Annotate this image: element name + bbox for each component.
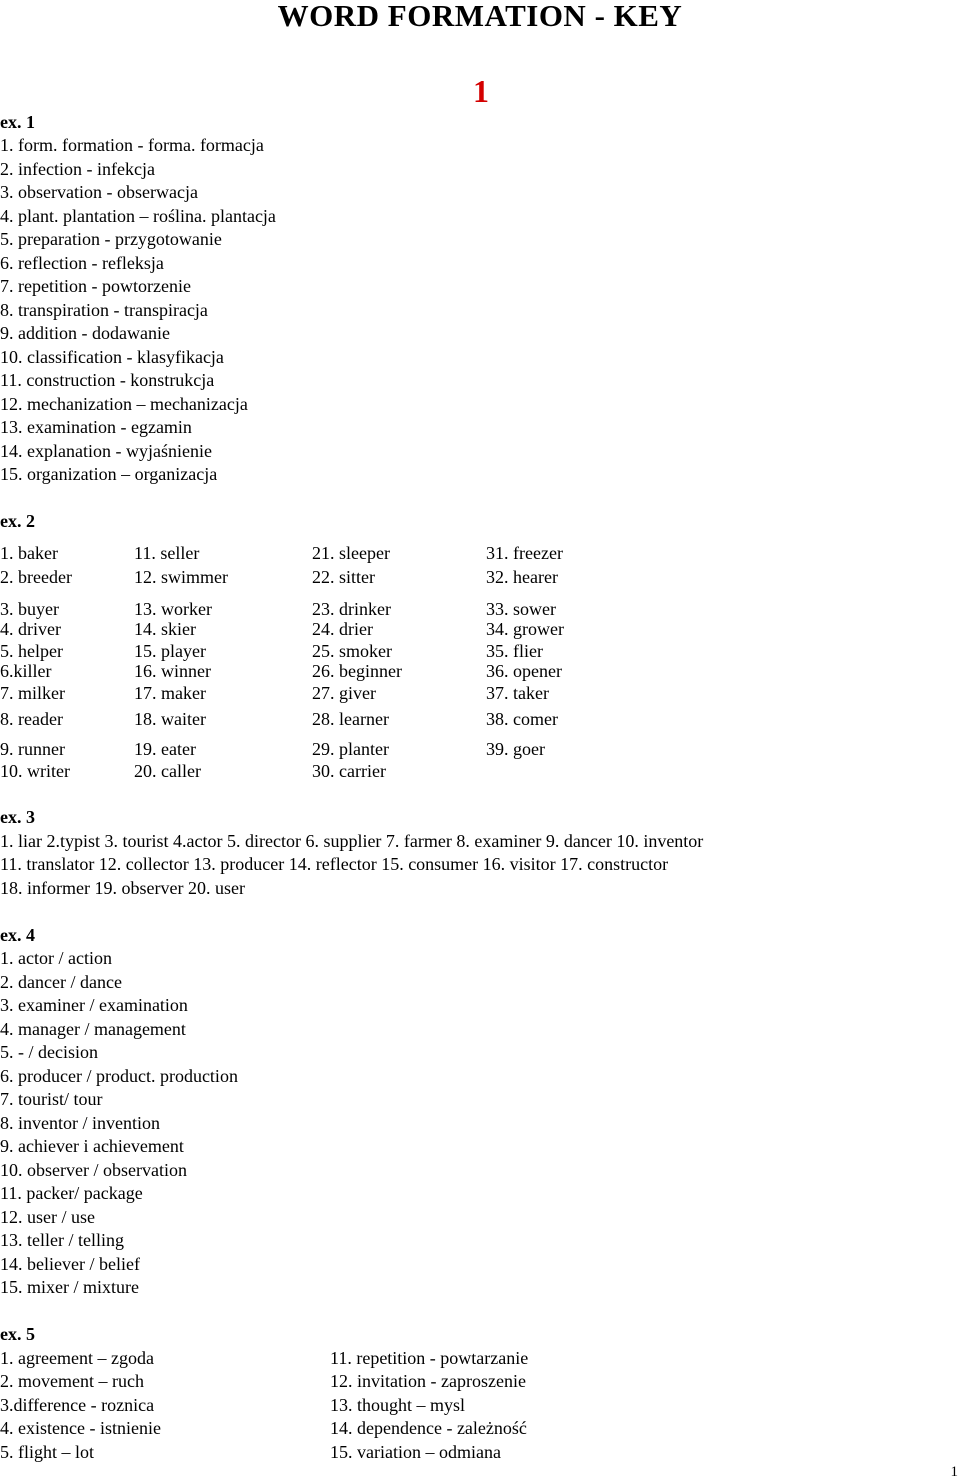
- ex3-heading: ex. 3: [0, 807, 35, 827]
- ex2-cell: 28. learner: [312, 709, 389, 729]
- ex1-item: 1. form. formation - forma. formacja: [0, 135, 264, 155]
- ex4-item: 6. producer / product. production: [0, 1066, 238, 1086]
- ex2-cell: 23. drinker: [312, 599, 391, 619]
- ex4-item: 4. manager / management: [0, 1019, 186, 1039]
- ex2-cell: 38. comer: [486, 709, 558, 729]
- ex2-cell: 24. drier: [312, 619, 373, 639]
- section-number: 1: [473, 73, 489, 109]
- ex1-item: 8. transpiration - transpiracja: [0, 300, 208, 320]
- ex2-cell: 33. sower: [486, 599, 556, 619]
- ex2-cell: 20. caller: [134, 761, 201, 781]
- ex2-cell: 26. beginner: [312, 661, 402, 681]
- ex1-item: 12. mechanization – mechanizacja: [0, 394, 248, 414]
- ex5-left-item: 1. agreement – zgoda: [0, 1348, 154, 1368]
- ex5-heading: ex. 5: [0, 1324, 35, 1344]
- ex2-cell: 22. sitter: [312, 567, 375, 587]
- ex3-line: 1. liar 2.typist 3. tourist 4.actor 5. director 6. supplier 7. farmer 8. examiner 9. dancer 10. inventor: [0, 831, 704, 851]
- ex1-heading: ex. 1: [0, 112, 35, 132]
- ex1-item: 11. construction - konstrukcja: [0, 370, 215, 390]
- ex4-heading: ex. 4: [0, 925, 35, 945]
- ex4-item: 14. believer / belief: [0, 1254, 140, 1274]
- ex4-item: 15. mixer / mixture: [0, 1277, 139, 1297]
- ex4-item: 1. actor / action: [0, 948, 112, 968]
- ex1-item: 6. reflection - refleksja: [0, 253, 164, 273]
- ex2-cell: 2. breeder: [0, 567, 72, 587]
- ex5-right-item: 12. invitation - zaproszenie: [330, 1371, 526, 1391]
- ex2-cell: 10. writer: [0, 761, 70, 781]
- ex1-item: 10. classification - klasyfikacja: [0, 347, 224, 367]
- ex1-item: 15. organization – organizacja: [0, 464, 218, 484]
- ex2-cell: 1. baker: [0, 543, 58, 563]
- ex4-item: 10. observer / observation: [0, 1160, 187, 1180]
- ex4-item: 3. examiner / examination: [0, 995, 188, 1015]
- ex4-item: 5. - / decision: [0, 1042, 98, 1062]
- ex2-cell: 31. freezer: [486, 543, 563, 563]
- document-title: WORD FORMATION - KEY: [277, 0, 683, 33]
- ex2-cell: 18. waiter: [134, 709, 206, 729]
- ex5-left-item: 2. movement – ruch: [0, 1371, 144, 1391]
- ex2-cell: 16. winner: [134, 661, 211, 681]
- ex2-cell: 13. worker: [134, 599, 212, 619]
- ex2-cell: 7. milker: [0, 683, 65, 703]
- ex4-item: 7. tourist/ tour: [0, 1089, 103, 1109]
- ex1-item: 5. preparation - przygotowanie: [0, 229, 222, 249]
- ex1-item: 3. observation - obserwacja: [0, 182, 198, 202]
- ex4-item: 2. dancer / dance: [0, 972, 122, 992]
- ex2-cell: 4. driver: [0, 619, 61, 639]
- ex5-right-item: 13. thought – mysl: [330, 1395, 466, 1415]
- ex5-right-item: 15. variation – odmiana: [330, 1442, 501, 1462]
- ex5-left-item: 3.difference - roznica: [0, 1395, 155, 1415]
- ex2-cell: 39. goer: [486, 739, 545, 759]
- ex2-cell: 25. smoker: [312, 641, 392, 661]
- ex2-cell: 9. runner: [0, 739, 65, 759]
- page-number: 1: [950, 1464, 958, 1480]
- ex4-item: 12. user / use: [0, 1207, 95, 1227]
- ex2-cell: 30. carrier: [312, 761, 386, 781]
- ex1-item: 13. examination - egzamin: [0, 417, 192, 437]
- ex2-cell: 37. taker: [486, 683, 549, 703]
- ex2-cell: 29. planter: [312, 739, 389, 759]
- ex4-item: 11. packer/ package: [0, 1183, 143, 1203]
- ex1-item: 9. addition - dodawanie: [0, 323, 170, 343]
- ex2-cell: 5. helper: [0, 641, 63, 661]
- ex2-cell: 14. skier: [134, 619, 196, 639]
- ex2-cell: 11. seller: [134, 543, 200, 563]
- ex5-left-item: 5. flight – lot: [0, 1442, 94, 1462]
- ex3-line: 18. informer 19. observer 20. user: [0, 878, 245, 898]
- ex4-item: 9. achiever i achievement: [0, 1136, 184, 1156]
- ex4-item: 13. teller / telling: [0, 1230, 124, 1250]
- ex2-cell: 19. eater: [134, 739, 196, 759]
- ex5-right-item: 14. dependence - zależność: [330, 1418, 527, 1438]
- ex2-cell: 12. swimmer: [134, 567, 228, 587]
- ex2-cell: 8. reader: [0, 709, 63, 729]
- ex2-cell: 17. maker: [134, 683, 206, 703]
- ex2-cell: 34. grower: [486, 619, 564, 639]
- ex5-right-item: 11. repetition - powtarzanie: [330, 1348, 529, 1368]
- ex5-left-item: 4. existence - istnienie: [0, 1418, 161, 1438]
- ex2-cell: 27. giver: [312, 683, 376, 703]
- ex2-cell: 6.killer: [0, 661, 52, 681]
- ex1-item: 14. explanation - wyjaśnienie: [0, 441, 212, 461]
- ex1-item: 2. infection - infekcja: [0, 159, 155, 179]
- ex3-line: 11. translator 12. collector 13. producer 14. reflector 15. consumer 16. visitor 17. constructor: [0, 854, 669, 874]
- ex2-cell: 32. hearer: [486, 567, 558, 587]
- ex1-item: 7. repetition - powtorzenie: [0, 276, 191, 296]
- ex2-cell: 21. sleeper: [312, 543, 390, 563]
- ex2-cell: 35. flier: [486, 641, 543, 661]
- ex2-cell: 15. player: [134, 641, 206, 661]
- ex4-item: 8. inventor / invention: [0, 1113, 160, 1133]
- ex2-heading: ex. 2: [0, 511, 35, 531]
- ex2-cell: 3. buyer: [0, 599, 59, 619]
- ex1-item: 4. plant. plantation – roślina. plantacja: [0, 206, 276, 226]
- ex2-cell: 36. opener: [486, 661, 562, 681]
